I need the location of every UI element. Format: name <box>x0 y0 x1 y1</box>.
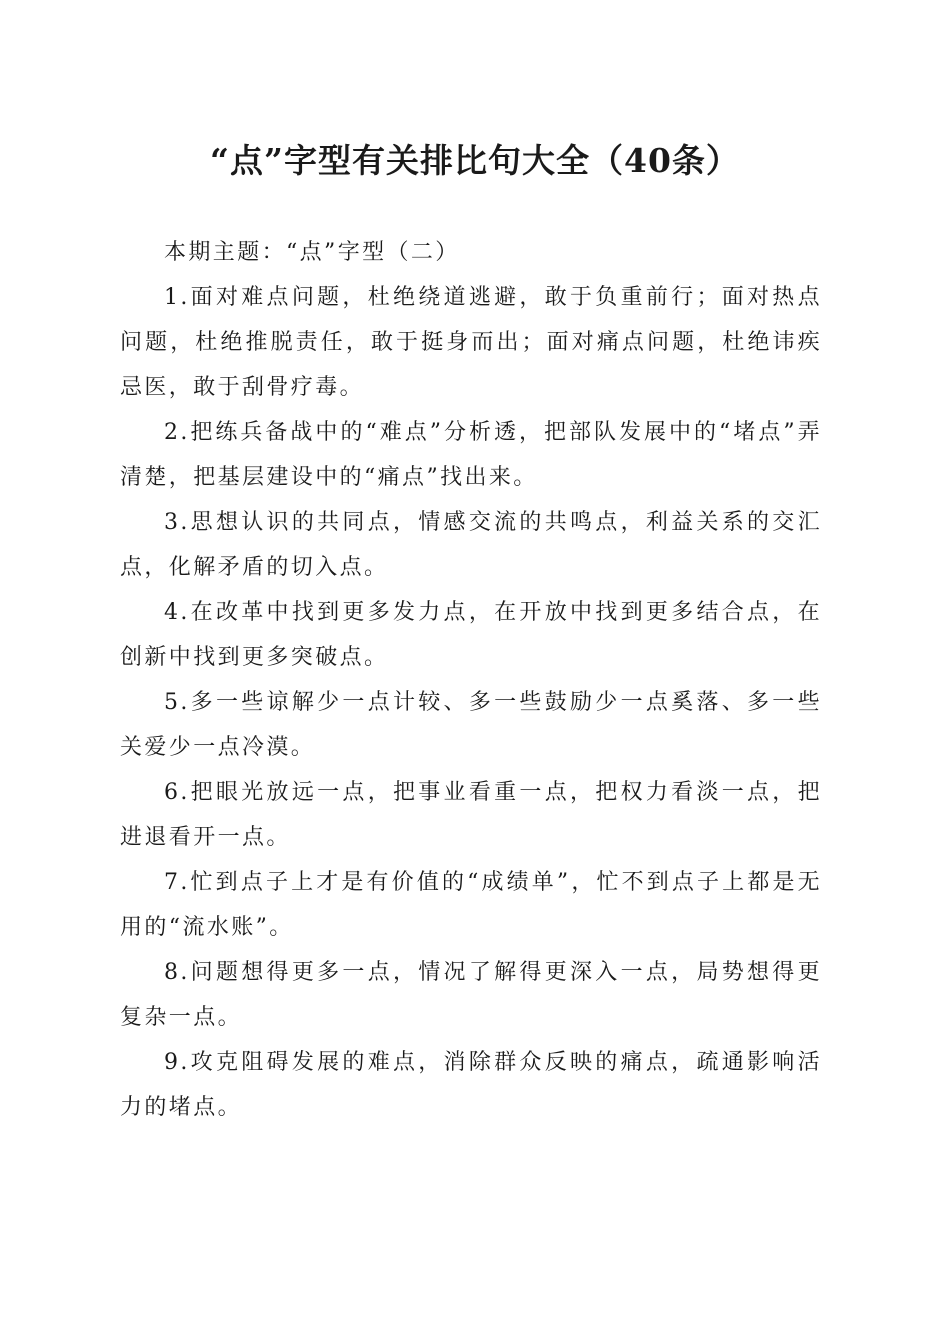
list-item: 4.在改革中找到更多发力点，在开放中找到更多结合点，在创新中找到更多突破点。 <box>120 600 822 670</box>
list-item: 9.攻克阻碍发展的难点，消除群众反映的痛点，疏通影响活力的堵点。 <box>120 1050 822 1120</box>
document-body <box>120 230 822 1130</box>
list-item: 7.忙到点子上才是有价值的“成绩单”，忙不到点子上都是无用的“流水账”。 <box>120 870 822 940</box>
list-item: 6.把眼光放远一点，把事业看重一点，把权力看淡一点，把进退看开一点。 <box>120 780 822 850</box>
document-subtitle: 本期主题：“点”字型（二） <box>164 240 460 265</box>
document-title: “点”字型有关排比句大全（40条） <box>210 141 740 180</box>
list-item: 2.把练兵备战中的“难点”分析透，把部队发展中的“堵点”弄清楚，把基层建设中的“痛点”找出来。 <box>120 420 822 490</box>
list-item: 8.问题想得更多一点，情况了解得更深入一点，局势想得更复杂一点。 <box>120 960 822 1030</box>
list-item: 1.面对难点问题，杜绝绕道逃避，敢于负重前行；面对热点问题，杜绝推脱责任，敢于挺身而出；面对痛点问题，杜绝讳疾忌医，敢于刮骨疗毒。 <box>120 285 822 400</box>
list-item: 5.多一些谅解少一点计较、多一些鼓励少一点奚落、多一些关爱少一点冷漠。 <box>120 690 822 760</box>
list-item: 3.思想认识的共同点，情感交流的共鸣点，利益关系的交汇点，化解矛盾的切入点。 <box>120 510 822 580</box>
